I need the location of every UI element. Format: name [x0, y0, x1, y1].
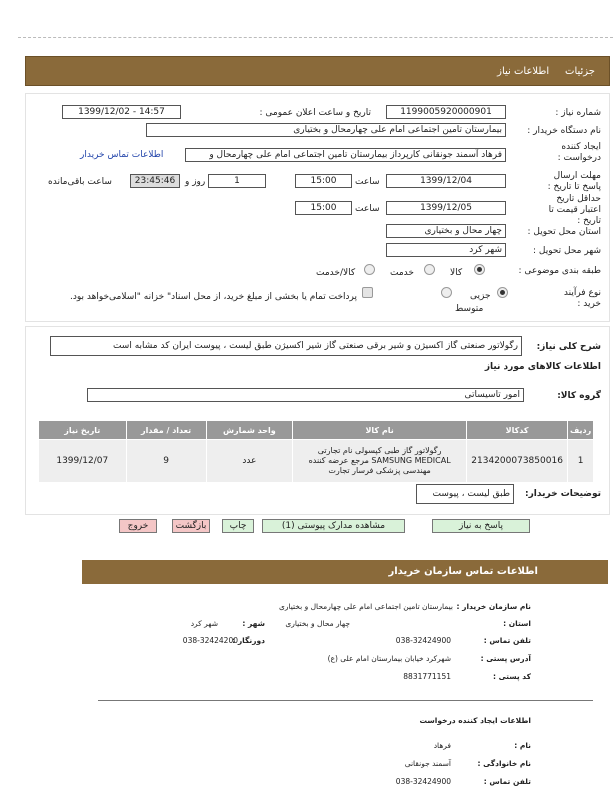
process-minor-label: جزیی	[470, 291, 491, 301]
contact-phone-label: تلفن تماس :	[483, 636, 531, 645]
goods-table-header	[39, 421, 594, 440]
creator-lname-value: آسمند جونقانی	[404, 759, 451, 768]
col-row: ردیف	[568, 421, 594, 440]
validity-time-label: ساعت	[355, 204, 380, 214]
col-code: کدکالا	[467, 421, 568, 440]
category-label: طبقه بندی موضوعی :	[518, 266, 601, 276]
contact-postal-label: کد پستی :	[492, 672, 531, 681]
creator-info-title: اطلاعات ایجاد کننده درخواست	[419, 716, 531, 725]
table-row	[39, 440, 594, 483]
city-label: شهر محل تحویل :	[532, 246, 601, 256]
buyer-label: نام دستگاه خریدار :	[527, 126, 601, 136]
back-button[interactable]: بازگشت	[172, 519, 210, 533]
top-divider	[18, 37, 613, 38]
goods-info-heading: اطلاعات کالاهای مورد نیاز	[484, 362, 601, 372]
summary-field: رگولاتور صنعتی گاز اکسیژن و شیر برقی صنعتی گاز شیر اکسیژن طبق لیست ، پیوست ایران کد مشابه است	[50, 336, 522, 356]
col-date: تاریخ نیاز	[39, 421, 127, 440]
group-field: امور تاسیساتی	[87, 388, 524, 402]
day-label: روز و	[185, 177, 206, 187]
contact-address-label: آدرس پستی :	[480, 654, 531, 663]
creator-label: ایجاد کننده درخواست :	[557, 142, 601, 163]
category-service-label: خدمت	[390, 268, 414, 278]
print-button[interactable]: چاپ	[222, 519, 254, 533]
exit-button[interactable]: خروج	[119, 519, 157, 533]
contact-header	[82, 560, 608, 584]
contact-fax-value: 038-32424200	[182, 636, 238, 645]
validity-date-field: 1399/12/05	[386, 201, 506, 215]
process-medium-label: متوسط	[455, 304, 484, 314]
category-both-radio[interactable]	[364, 264, 375, 275]
cell-row: 1	[568, 440, 594, 483]
col-qty: تعداد / مقدار	[126, 421, 206, 440]
creator-fname-value: فرهاد	[433, 741, 451, 750]
contact-city-value: شهر کرد	[190, 619, 218, 628]
city-field: شهر کرد	[386, 243, 506, 257]
creator-fname-label: نام :	[514, 741, 531, 750]
announce-field: 1399/12/02 - 14:57	[62, 105, 181, 119]
process-minor-radio[interactable]	[497, 287, 508, 298]
creator-phone-label: تلفن تماس :	[483, 777, 531, 786]
cell-unit: عدد	[206, 440, 292, 483]
deadline-time-label: ساعت	[355, 177, 380, 187]
province-label: استان محل تحویل :	[527, 227, 601, 237]
contact-postal-value: 8831771151	[403, 672, 451, 681]
buyer-contact-link[interactable]: اطلاعات تماس خریدار	[80, 150, 164, 160]
contact-address-value: شهرکرد خیابان بیمارستان امام علی (ع)	[327, 654, 451, 663]
group-label: گروه کالا:	[557, 391, 601, 401]
contact-fax-label: دورنگار :	[232, 636, 265, 645]
buyer-notes-label: توضیحات خریدار:	[525, 489, 601, 499]
deadline-label: مهلت ارسال پاسخ تا تاریخ :	[547, 171, 601, 192]
deadline-date-field: 1399/12/04	[386, 174, 506, 188]
remaining-time-field: 23:45:46	[130, 174, 180, 188]
category-goods-label: کالا	[450, 268, 463, 278]
goods-table	[38, 420, 594, 483]
attachments-button[interactable]: مشاهده مدارک پیوستی (1)	[262, 519, 405, 533]
validity-time-field: 15:00	[295, 201, 352, 215]
reply-button[interactable]: پاسخ به نیاز	[432, 519, 530, 533]
contact-org-value: بیمارستان تامین اجتماعی امام علی چهارمحال و بختیاری	[278, 602, 453, 611]
contact-province-value: چهار محال و بختیاری	[285, 619, 350, 628]
contact-phone-value: 038-32424900	[395, 636, 451, 645]
category-service-radio[interactable]	[424, 264, 435, 275]
contact-province-label: استان :	[503, 619, 531, 628]
days-field: 1	[208, 174, 266, 188]
creator-lname-label: نام خانوادگی :	[477, 759, 531, 768]
need-number-field: 1199005920000901	[386, 105, 506, 119]
announce-label: تاریخ و ساعت اعلان عمومی :	[259, 108, 371, 118]
summary-label: شرح کلی نیاز:	[536, 342, 601, 352]
cell-name: رگولاتور گاز طبی کپسولی نام تجارتی SAMSUNG MEDICAL مرجع عرضه کننده مهندسی پزشکی فرسار تجارت	[293, 440, 467, 483]
buyer-notes-field: طبق لیست ، پیوست	[416, 484, 514, 504]
process-medium-radio[interactable]	[441, 287, 452, 298]
header-tabs	[497, 66, 595, 77]
cell-date: 1399/12/07	[39, 440, 127, 483]
need-number-label: شماره نیاز :	[555, 108, 601, 118]
creator-field: فرهاد آسمند جونقانی کارپرداز بیمارستان تامین اجتماعی امام علی چهارمحال و	[185, 148, 506, 162]
province-field: چهار محال و بختیاری	[386, 224, 506, 238]
tab-need-info[interactable]: اطلاعات نیاز	[497, 66, 550, 77]
cell-qty: 9	[126, 440, 206, 483]
remaining-label: ساعت باقی‌مانده	[48, 177, 112, 187]
contact-city-label: شهر :	[242, 619, 265, 628]
contact-title: اطلاعات تماس سازمان خریدار	[388, 566, 538, 577]
details-header	[25, 56, 610, 86]
col-name: نام کالا	[293, 421, 467, 440]
cell-code: 2134200073850016	[467, 440, 568, 483]
category-both-label: کالا/خدمت	[316, 268, 356, 278]
contact-org-label: نام سازمان خریدار :	[456, 602, 531, 611]
category-goods-radio[interactable]	[474, 264, 485, 275]
col-unit: واحد شمارش	[206, 421, 292, 440]
deadline-time-field: 15:00	[295, 174, 352, 188]
validity-label: حداقل تاریخ اعتبار قیمت تا تاریخ :	[548, 194, 601, 226]
buyer-field: بیمارستان تامین اجتماعی امام علی چهارمحال و بختیاری	[146, 123, 506, 137]
treasury-payment-checkbox[interactable]	[362, 287, 373, 298]
creator-phone-value: 038-32424900	[395, 777, 451, 786]
process-label: نوع فرآیند خرید :	[563, 288, 601, 309]
contact-divider	[98, 700, 593, 701]
treasury-payment-note: پرداخت تمام یا بخشی از مبلغ خرید، از محل اسناد" خزانه "اسلامی‌خواهد بود.	[69, 292, 357, 302]
tab-details[interactable]: جزئیات	[565, 66, 595, 77]
